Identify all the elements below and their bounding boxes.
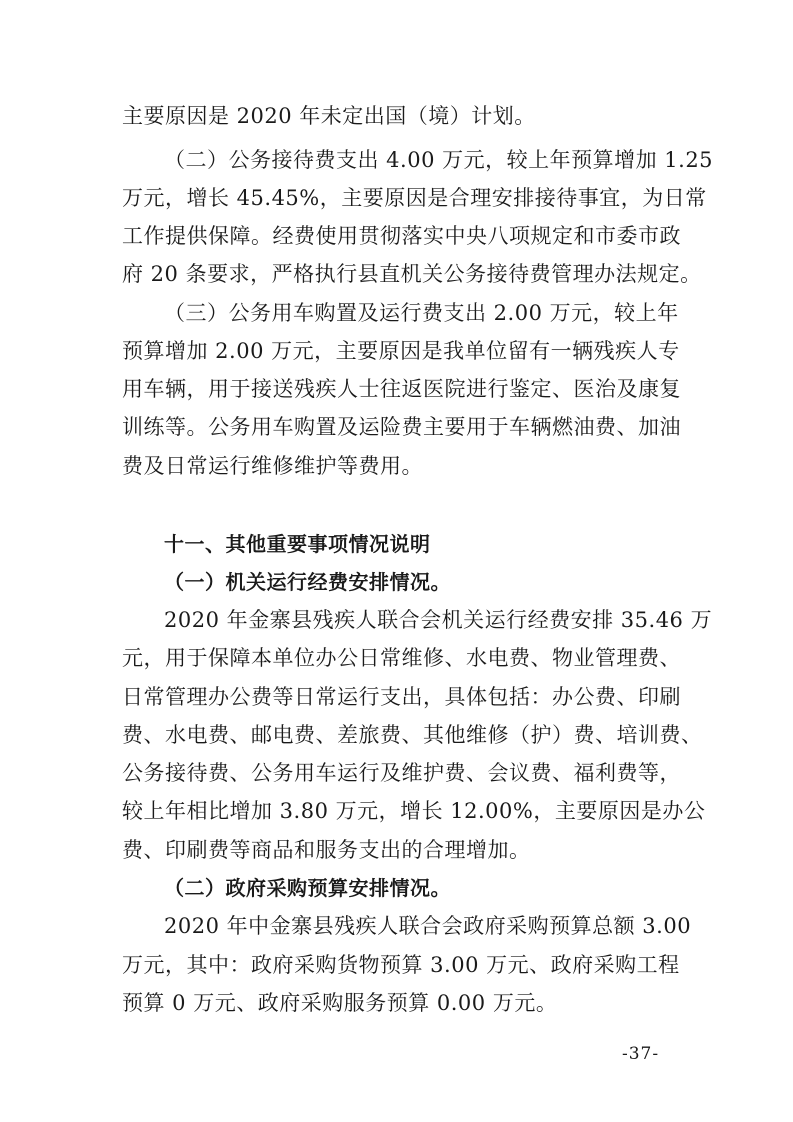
paragraph-line: 训练等。公务用车购置及运险费主要用于车辆燃油费、加油: [122, 415, 681, 439]
paragraph-line: 万元，其中：政府采购货物预算 3.00 万元、政府采购工程: [122, 953, 680, 977]
paragraph-line: 主要原因是 2020 年未定出国（境）计划。: [122, 104, 536, 128]
paragraph-line: （二）公务接待费支出 4.00 万元，较上年预算增加 1.25: [164, 148, 714, 172]
page-number: -37-: [622, 1044, 660, 1064]
paragraph-line: 费及日常运行维修维护等费用。: [122, 454, 423, 478]
paragraph-line: 2020 年中金寨县残疾人联合会政府采购预算总额 3.00: [164, 914, 692, 938]
paragraph-line: 费、水电费、邮电费、差旅费、其他维修（护）费、培训费、: [122, 723, 703, 747]
paragraph-line: 预算增加 2.00 万元，主要原因是我单位留有一辆残疾人专: [122, 339, 680, 363]
paragraph-line: 用车辆，用于接送残疾人士往返医院进行鉴定、医治及康复: [122, 377, 681, 401]
paragraph-line: 预算 0 万元、政府采购服务预算 0.00 万元。: [122, 991, 558, 1015]
paragraph-line: 府 20 条要求，严格执行县直机关公务接待费管理办法规定。: [122, 262, 702, 286]
paragraph-line: 2020 年金寨县残疾人联合会机关运行经费安排 35.46 万: [164, 608, 713, 632]
paragraph-line: 元，用于保障本单位办公日常维修、水电费、物业管理费、: [122, 646, 681, 670]
subsection-heading: （二）政府采购预算安排情况。: [164, 876, 451, 900]
paragraph-line: 较上年相比增加 3.80 万元，增长 12.00%，主要原因是办公: [122, 799, 706, 823]
paragraph-line: 费、印刷费等商品和服务支出的合理增加。: [122, 838, 531, 862]
paragraph-line: 日常管理办公费等日常运行支出，具体包括：办公费、印刷: [122, 685, 681, 709]
paragraph-line: 工作提供保障。经费使用贯彻落实中央八项规定和市委市政: [122, 224, 681, 248]
paragraph-line: 万元，增长 45.45%，主要原因是合理安排接待事宜，为日常: [122, 186, 707, 210]
paragraph-line: 公务接待费、公务用车运行及维护费、会议费、福利费等，: [122, 761, 681, 785]
subsection-heading: （一）机关运行经费安排情况。: [164, 570, 451, 594]
section-heading: 十一、其他重要事项情况说明: [164, 532, 431, 556]
paragraph-line: （三）公务用车购置及运行费支出 2.00 万元，较上年: [164, 301, 679, 325]
